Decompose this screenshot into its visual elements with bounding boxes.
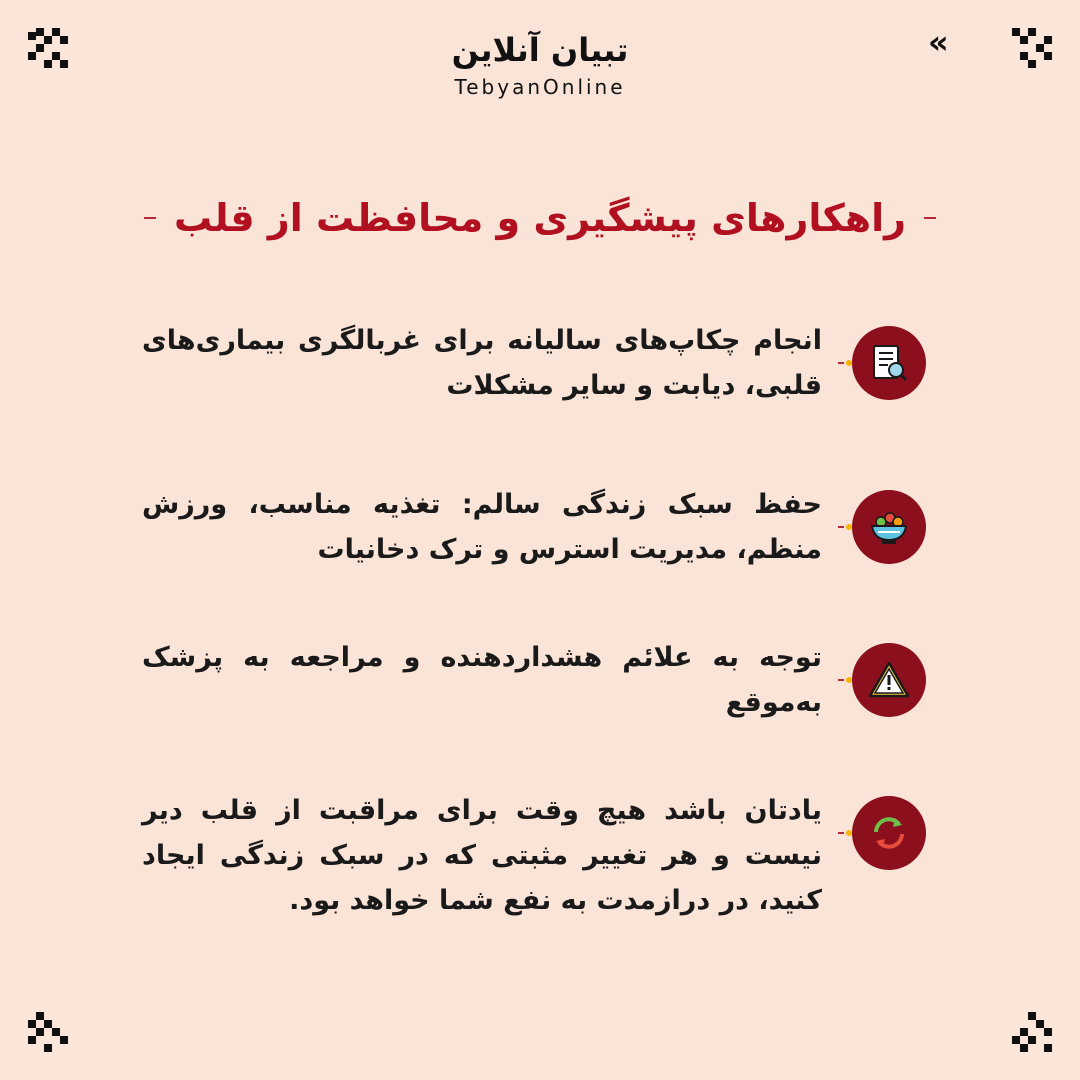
item-connector xyxy=(838,524,852,530)
corner-ornament-bottom-right xyxy=(1012,1012,1052,1052)
item-icon-badge xyxy=(852,796,926,870)
double-chevron-left-icon[interactable]: « xyxy=(928,23,941,61)
item-connector xyxy=(838,830,852,836)
item-connector xyxy=(838,677,852,683)
item-connector xyxy=(838,360,852,366)
title-row xyxy=(144,188,936,248)
title-divider-right xyxy=(924,217,936,219)
document-search-icon xyxy=(866,340,912,386)
item-text: انجام چکاپ‌های سالیانه برای غربالگری بیماری‌های قلبی، دیابت و سایر مشکلات xyxy=(142,325,822,401)
item-text: یادتان باشد هیچ وقت برای مراقبت از قلب دیر نیست و هر تغییر مثبتی که در سبک زندگی ایجاد کنید، در درازمدت به نفع شما خواهد بود. xyxy=(142,795,822,916)
item-text: حفظ سبک زندگی سالم: تغذیه مناسب، ورزش منظم، مدیریت استرس و ترک دخانیات xyxy=(142,489,822,565)
item-icon-badge xyxy=(852,490,926,564)
corner-ornament-bottom-left xyxy=(28,1012,68,1052)
warning-sign-icon xyxy=(866,657,912,703)
salad-bowl-icon xyxy=(866,504,912,550)
item-icon-badge xyxy=(852,326,926,400)
refresh-arrows-icon xyxy=(866,810,912,856)
item-icon-badge xyxy=(852,643,926,717)
item-text: توجه به علائم هشداردهنده و مراجعه به پزشک به‌موقع xyxy=(142,642,822,718)
page-title: راهکارهای پیشگیری و محافظت از قلب xyxy=(173,196,907,240)
brand-name-fa: تبیان آنلاین xyxy=(451,31,629,69)
brand-name-en: TebyanOnline xyxy=(454,75,626,99)
title-divider-left xyxy=(144,217,156,219)
brand-logo xyxy=(0,30,1080,100)
